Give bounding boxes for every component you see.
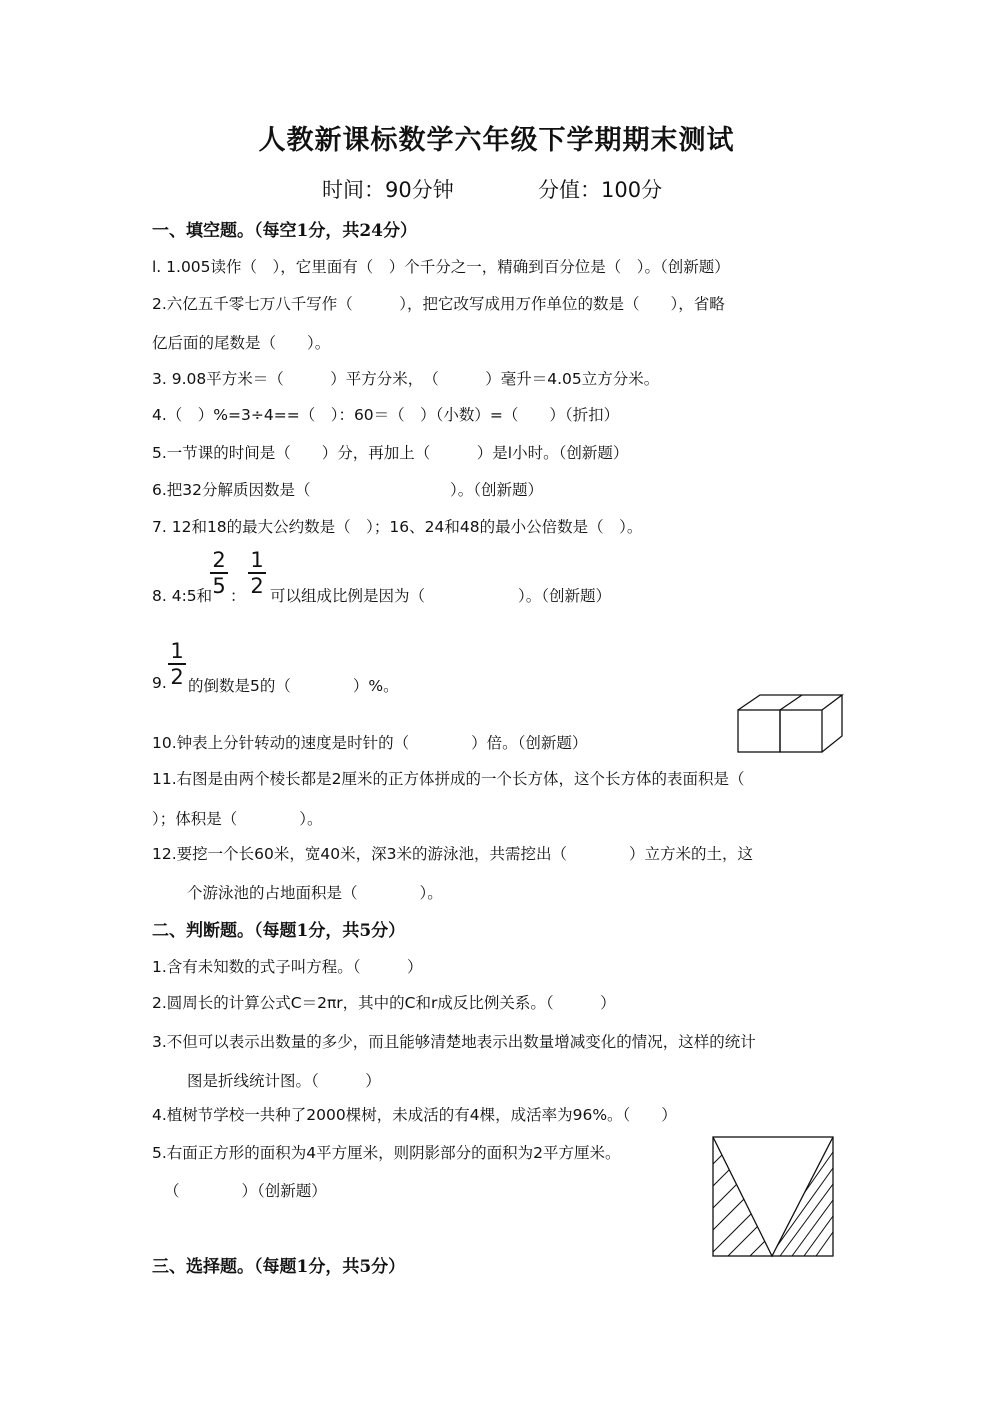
square-outline — [713, 1137, 833, 1256]
inner-triangle — [713, 1137, 833, 1256]
score-label: 分值：100分 — [538, 178, 663, 202]
s2-question-3-line1: 3.不但可以表示出数量的多少，而且能够清楚地表示出数量增减变化的情况，这样的统计 — [152, 1033, 756, 1051]
s1-question-10: 10.钟表上分针转动的速度是时针的（ ）倍。（创新题） — [152, 734, 588, 752]
q9-fraction-denominator: 2 — [170, 665, 184, 689]
q8-fraction-1-denominator: 5 — [212, 574, 226, 598]
page-title: 人教新课标数学六年级下学期期末测试 — [258, 125, 735, 156]
s1-question-5: 5.一节课的时间是（ ）分，再加上（ ）是l小时。（创新题） — [152, 444, 629, 462]
q8-colon: ： — [230, 587, 246, 605]
cube-left-front — [738, 710, 780, 752]
s1-question-8-prefix: 8. 4:5和 — [152, 587, 213, 605]
cuboid-side — [822, 695, 842, 752]
q9-fraction — [168, 640, 186, 688]
s1-question-7: 7. 12和18的最大公约数是（ ）；16、24和48的最小公倍数是（ ）。 — [152, 518, 643, 536]
s2-question-3-line2: 图是折线统计图。（ ） — [187, 1072, 381, 1090]
s1-question-3: 3. 9.08平方米＝（ ）平方分米， （ ）毫升＝4.05立方分米。 — [152, 370, 660, 388]
q8-fraction-2-denominator: 2 — [250, 574, 264, 598]
s1-question-2-line1: 2.六亿五千零七万八千写作（ ），把它改写成用万作单位的数是（ ），省略 — [152, 295, 725, 313]
q8-fraction-2 — [248, 549, 266, 597]
s2-question-4: 4.植树节学校一共种了2000棵树，未成活的有4棵，成活率为96%。（ ） — [152, 1106, 677, 1124]
s1-question-12-line2: 个游泳池的占地面积是（ ）。 — [187, 884, 443, 902]
s1-question-6: 6.把32分解质因数是（ ）。（创新题） — [152, 481, 544, 499]
s1-question-9-suffix: 的倒数是5的（ ）%。 — [188, 677, 399, 695]
s2-question-5-line1: 5.右面正方形的面积为4平方厘米，则阴影部分的面积为2平方厘米。 — [152, 1144, 621, 1162]
square-shaded-figure — [710, 1134, 836, 1260]
s2-question-2: 2.圆周长的计算公式C＝2πr，其中的C和r成反比例关系。（ ） — [152, 994, 616, 1012]
s1-question-2-line2: 亿后面的尾数是（ ）。 — [152, 334, 331, 352]
time-label: 时间：90分钟 — [322, 178, 454, 202]
s2-question-1: 1.含有未知数的式子叫方程。（ ） — [152, 958, 423, 976]
s1-question-11-line2: ）；体积是（ ）。 — [152, 810, 323, 828]
right-hatched-region — [760, 1152, 833, 1256]
section1-heading: 一、填空题。（每空1分，共24分） — [152, 221, 417, 241]
section2-heading: 二、判断题。（每题1分，共5分） — [152, 921, 406, 941]
cuboid-figure — [730, 690, 846, 758]
q8-fraction-1-numerator: 2 — [212, 548, 226, 572]
s2-question-5-line2: （ ）（创新题） — [164, 1182, 327, 1200]
s1-question-12-line1: 12.要挖一个长60米，宽40米，深3米的游泳池，共需挖出（ ）立方米的土，这 — [152, 845, 753, 863]
q8-fraction-2-numerator: 1 — [250, 548, 264, 572]
s1-question-1: l. 1.005读作（ ），它里面有（ ）个千分之一，精确到百分位是（ ）。（创新题） — [152, 258, 730, 276]
s1-question-4: 4.（ ）%=3÷4==（ ）：60＝（ ）（小数）=（ ）（折扣） — [152, 406, 620, 424]
cube-right-front — [780, 710, 822, 752]
s1-question-8-suffix: 可以组成比例是因为（ ）。（创新题） — [270, 587, 612, 605]
q8-fraction-1 — [210, 549, 228, 597]
section3-heading: 三、选择题。（每题1分，共5分） — [152, 1257, 406, 1277]
left-hatched-region — [713, 1137, 790, 1256]
s1-question-11-line1: 11.右图是由两个棱长都是2厘米的正方体拼成的一个长方体，这个长方体的表面积是（ — [152, 770, 745, 788]
q9-fraction-numerator: 1 — [170, 639, 184, 663]
s1-question-9-prefix: 9. — [152, 674, 167, 692]
